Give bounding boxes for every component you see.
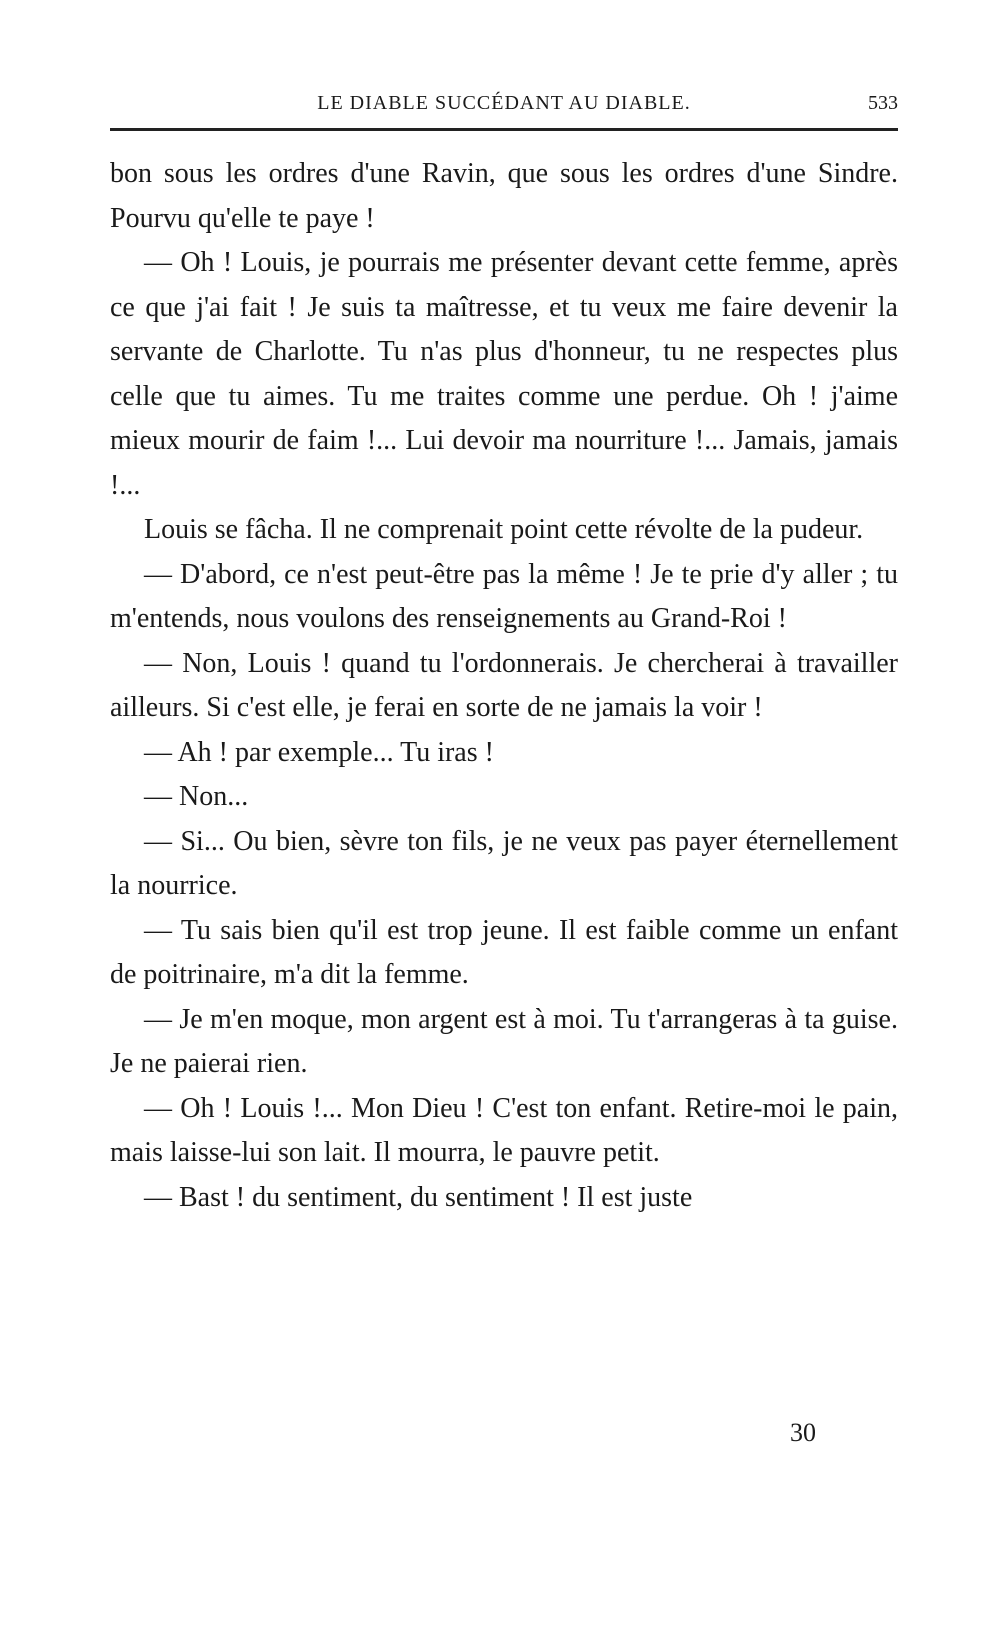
paragraph: — Non, Louis ! quand tu l'ordonnerais. Je chercherai à travailler ailleurs. Si c'est elle, je ferai en sorte de ne jamais la voir ! bbox=[110, 647, 898, 723]
running-head: LE DIABLE SUCCÉDANT AU DIABLE. bbox=[317, 92, 691, 114]
paragraph: — D'abord, ce n'est peut-être pas la même ! Je te prie d'y aller ; tu m'entends, nous voulons des renseignements au Grand-Roi ! bbox=[110, 558, 898, 634]
paragraph: — Je m'en moque, mon argent est à moi. Tu t'arrangeras à ta guise. Je ne paierai rien. bbox=[110, 1003, 898, 1079]
page-header bbox=[110, 92, 898, 122]
paragraph: — Ah ! par exemple... Tu iras ! bbox=[144, 736, 494, 768]
header-rule bbox=[110, 128, 898, 131]
paragraph: — Non... bbox=[144, 781, 249, 812]
page-number: 533 bbox=[868, 92, 898, 114]
body-text bbox=[110, 152, 898, 1220]
paragraph: — Oh ! Louis, je pourrais me présenter devant cette femme, après ce que j'ai fait ! Je suis ta maîtresse, et tu veux me faire devenir la servante de Charlotte. Tu n'as plus d'honneur, tu ne respectes plus celle que tu aimes. Tu me traites comme une perdue. Oh ! j'aime mieux mourir de faim !... Lui devoir ma nourriture !... Jamais, jamais !... bbox=[110, 247, 898, 501]
paragraph: — Bast ! du sentiment, du sentiment ! Il est juste bbox=[144, 1181, 693, 1213]
paragraph: bon sous les ordres d'une Ravin, que sous les ordres d'une Sindre. Pourvu qu'elle te paye ! bbox=[110, 158, 898, 234]
paragraph: Louis se fâcha. Il ne comprenait point cette révolte de la pudeur. bbox=[144, 514, 864, 545]
paragraph: — Tu sais bien qu'il est trop jeune. Il est faible comme un enfant de poitrinaire, m'a dit la femme. bbox=[110, 914, 898, 990]
book-page bbox=[110, 92, 898, 1447]
signature-mark: 30 bbox=[790, 1418, 816, 1447]
paragraph: — Oh ! Louis !... Mon Dieu ! C'est ton enfant. Retire-moi le pain, mais laisse-lui son lait. Il mourra, le pauvre petit. bbox=[110, 1092, 898, 1168]
paragraph: — Si... Ou bien, sèvre ton fils, je ne veux pas payer éternellement la nourrice. bbox=[110, 825, 898, 901]
